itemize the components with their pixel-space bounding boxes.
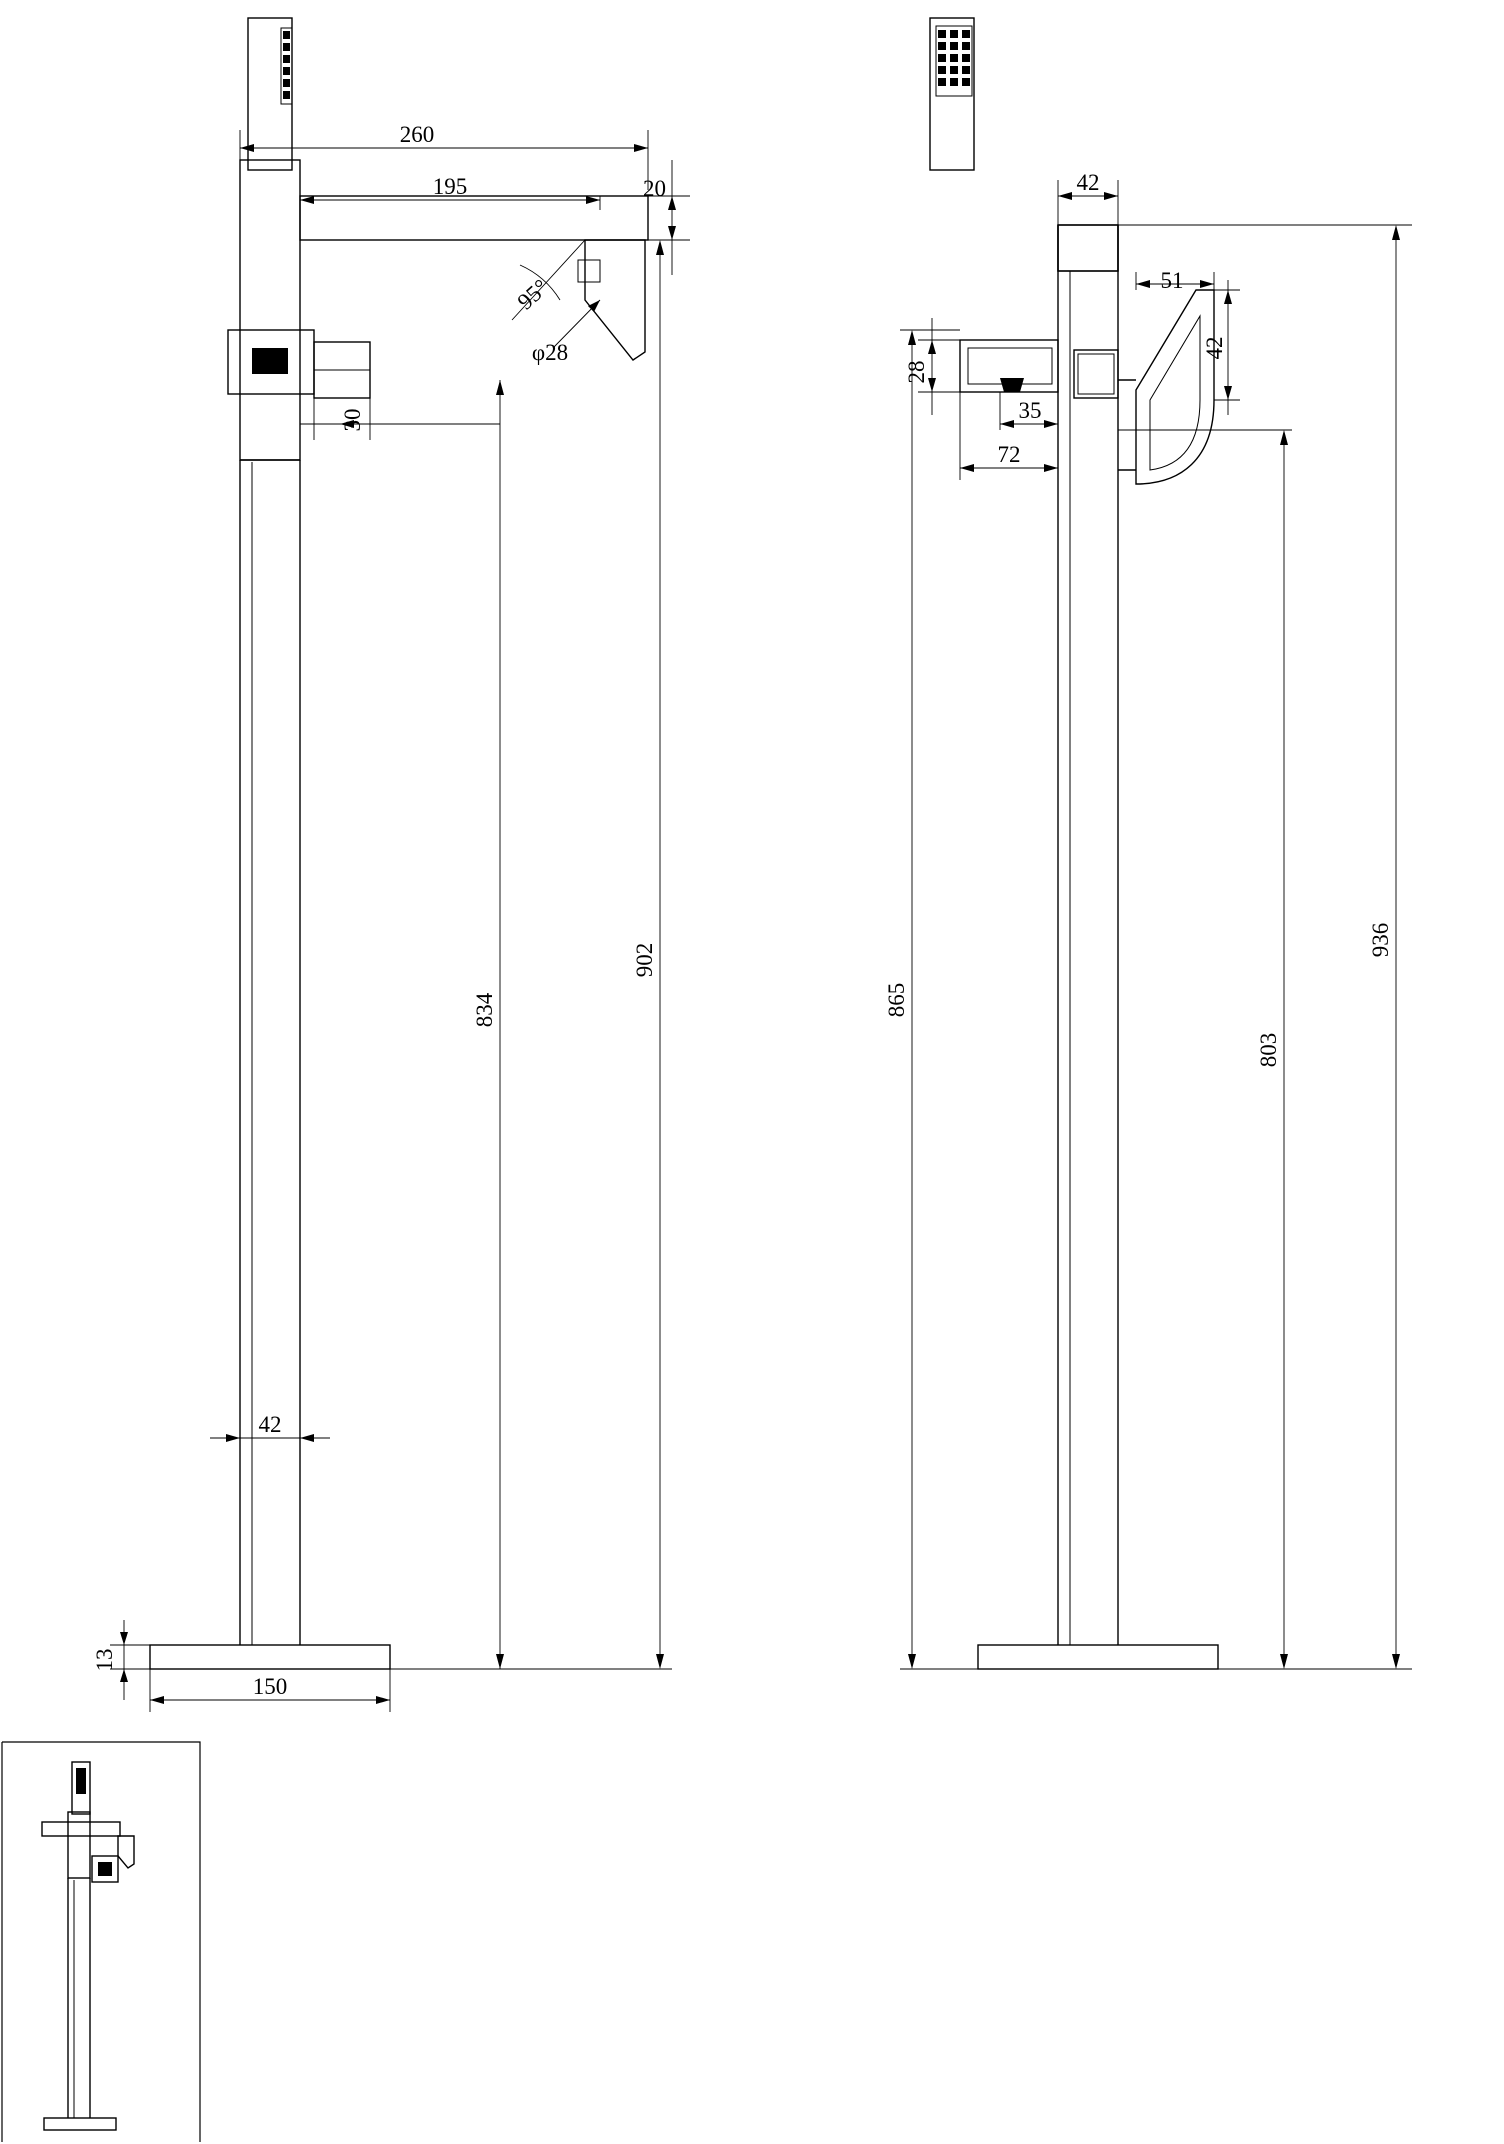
dim-72: 72 — [997, 442, 1021, 467]
dim-902: 902 — [632, 942, 657, 978]
dim-803: 803 — [1256, 1032, 1281, 1068]
dim-51: 51 — [1160, 268, 1184, 293]
dim-150: 150 — [252, 1674, 288, 1699]
dim-42-front: 42 — [258, 1412, 282, 1437]
dim-20: 20 — [643, 176, 666, 201]
dim-13: 13 — [92, 1648, 117, 1672]
dim-95deg: 95° — [512, 274, 554, 315]
front-view-geometry — [150, 18, 648, 1669]
dim-42-lever: 42 — [1202, 336, 1227, 360]
dim-834: 834 — [472, 992, 497, 1028]
side-view-dimensions — [884, 170, 1412, 1669]
dim-195: 195 — [432, 174, 468, 199]
dim-28: 28 — [904, 360, 929, 384]
side-view-geometry — [930, 18, 1218, 1669]
front-view-dimensions — [92, 122, 690, 1712]
dim-260: 260 — [399, 122, 435, 147]
dim-865: 865 — [884, 982, 909, 1018]
dim-diameter-28: φ28 — [531, 340, 569, 365]
thumbnail-view-geometry — [2, 1742, 200, 2142]
dim-936: 936 — [1368, 922, 1393, 958]
dim-35: 35 — [1018, 398, 1042, 423]
dim-42-side-top: 42 — [1076, 170, 1100, 195]
dim-30: 30 — [340, 408, 365, 432]
